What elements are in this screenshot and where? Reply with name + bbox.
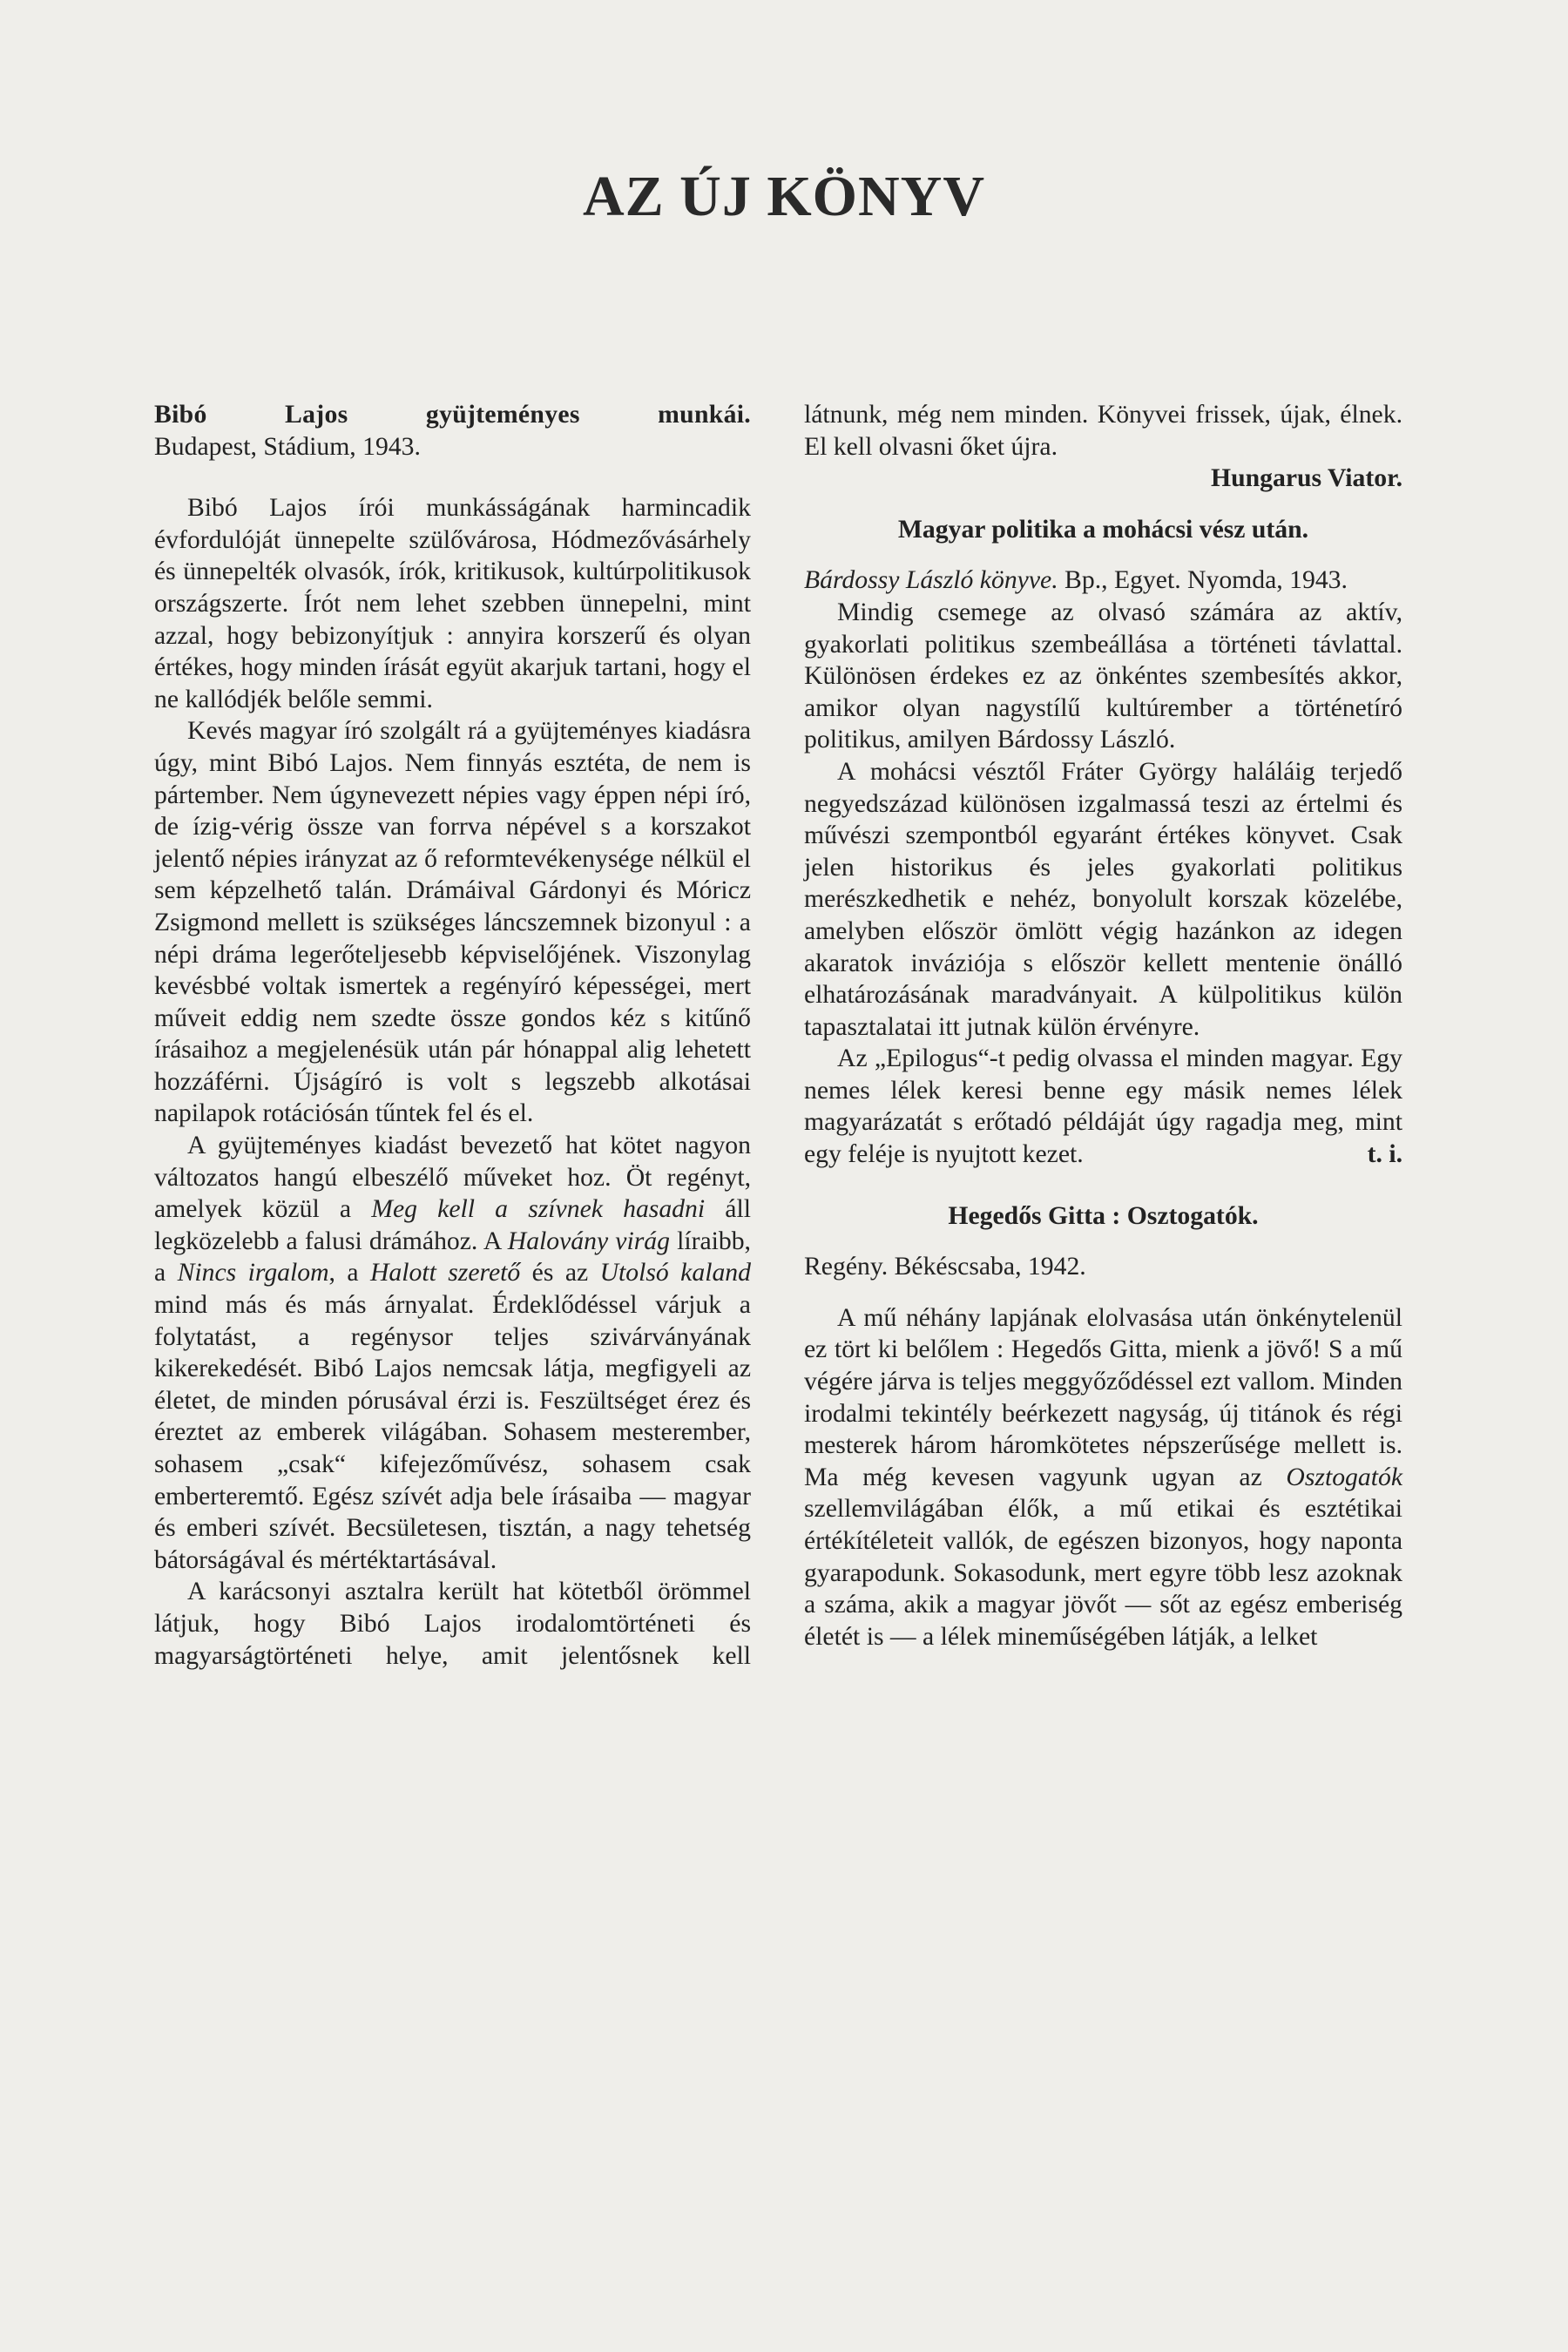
review2-publication: Bp., Egyet. Nyomda, 1943. <box>1058 566 1348 595</box>
text-run: szellemvilágában élők, a mű etikai és esztétikai értékítéleteit vallók, de egészen bizonyos, hogy naponta gyarapodunk. Sokasodunk, mert egyre több lesz azoknak a száma, akik a magyar jövőt — sőt az egész emberiség életét is — a lélek mineműségében látják, a lelket <box>804 1495 1402 1651</box>
book-title-italic: Utolsó kaland <box>599 1259 751 1288</box>
book-title-italic: Halovány virág <box>507 1227 670 1255</box>
text-run: és az <box>520 1259 600 1288</box>
left-column <box>154 399 751 1672</box>
text-run: mind más és más árnyalat. Érdeklődéssel várjuk a folytatást, a regénysor teljes szivárványának kikerekedését. Bibó Lajos nemcsak látja, megfigyeli az életet, de minden pórusával érzi is. Feszültséget érez és éreztet az emberek világában. Sohasem mesterember, sohasem „csak“ kifejezőművész, sohasem csak emberteremtő. Egész szívét adja bele írásaiba — magyar és emberi szívét. Becsületesen, tisztán, a nagy tehetség bátorságával és mértéktartásával. <box>154 1291 751 1574</box>
review1-signature: Hungarus Viator. <box>1211 464 1402 493</box>
review2-signature: t. i. <box>1367 1140 1402 1169</box>
review2-byline <box>804 564 1402 597</box>
book-title-italic: Halott szerető <box>369 1259 521 1288</box>
review3-title: Hegedős Gitta : Osztogatók. <box>948 1201 1259 1230</box>
book-title-italic: Osztogatók <box>1286 1463 1402 1491</box>
review1-publication: Budapest, Stádium, 1943. <box>154 432 421 461</box>
text-run: A mű néhány lapjának elolvasása után önkénytelenül ez tört ki belőlem : Hegedős Gitta, mienk a jövő! S a mű végére járva is teljes meggyőződéssel ezt vallom. Minden irodalmi tekintély beérkezett nagyság, új titánok és régi mesterek három háromkötetes népszerűsége mellett is. Ma még kevesen vagyunk ugyan az <box>804 1303 1402 1491</box>
review1-author: Bibó Lajos gyüjteményes munkái. <box>154 401 751 429</box>
review3-paragraph-1 <box>804 1302 1402 1653</box>
review1-paragraph-2: Kevés magyar író szolgált rá a gyüjteményes kiadásra úgy, mint Bibó Lajos. Nem finnyás esztéta, de nem is pártember. Nem úgynevezett népies vagy éppen népi író, de ízig-vérig össze van forrva népével s a korszakot jelentő népies irányzat az ő reformtevékenysége nélkül el sem képzelhető talán. Drámáival Gárdonyi és Móricz Zsigmond mellett is szükséges láncszemnek bizonyul : a népi dráma legerőteljesebb képviselőjének. Viszonylag kevésbbé voltak ismertek a regényíró képességei, mert műveit eddig nem szedte össze gondos kéz s kitűnő írásaihoz a megjelenésük után pár hónappal alig lehetett hozzáférni. Újságíró is volt s legszebb alkotásai napilapok rotációsán tűntek fel és el. <box>154 717 751 1128</box>
review3-publication: Regény. Békéscsaba, 1942. <box>804 1253 1086 1281</box>
page-title: AZ ÚJ KÖNYV <box>582 165 985 228</box>
book-title-italic: Meg kell a szívnek hasadni <box>371 1195 706 1224</box>
review2-paragraph-3 <box>804 1043 1402 1170</box>
text-run: áll legközelebb a falusi drámához. A <box>154 1195 751 1255</box>
review1-continuation: látnunk, még nem minden. Könyvei frissek, újak, élnek. El kell olvasni őket újra. <box>804 401 1402 461</box>
text-run: líraibb, a <box>154 1227 751 1288</box>
review1-paragraph-4: A karácsonyi asztalra került hat kötetből örömmel látjuk, hogy Bibó Lajos irodalomtörténeti és magyarságtörténeti helye, amit jelentősnek kell <box>154 1578 751 1670</box>
text-run: Az „Epilogus“-t pedig olvassa el minden magyar. Egy nemes lélek keresi benne egy másik nemes lélek magyarázatát s erőtadó példáját úgy ragadja meg, mint egy feléje is nyujtott kezet. <box>804 1044 1402 1169</box>
review1-heading <box>154 399 751 431</box>
text-run: A gyüjteményes kiadást bevezető hat kötet nagyon változatos hangú elbeszélő műveket hoz. Öt regényt, amelyek közül a <box>154 1132 751 1224</box>
review1-paragraph-3 <box>154 1130 751 1576</box>
text-run: , a <box>328 1259 370 1288</box>
review1-paragraph-1: Bibó Lajos írói munkásságának harmincadik évfordulóját ünnepelte szülővárosa, Hódmezővásárhely és ünnepelték olvasók, írók, kritikusok, kultúrpolitikusok országszerte. Írót nem lehet szebben ünnepelni, mint azzal, hogy bebizonyítjuk : annyira korszerű és olyan értékes, hogy minden írását együt akarjuk tartani, hogy el ne kallódjék belőle semmi. <box>154 494 751 713</box>
book-title-italic: Nincs irgalom <box>177 1259 329 1288</box>
review2-paragraph-2: A mohácsi vésztől Fráter György haláláig terjedő negyedszázad különösen izgalmassá teszi az értelmi és művészi szempontból egyaránt értékes könyvet. Csak jelen historikus és jeles gyakorlati politikus merészkedhetik e nehéz, bonyolult korszak közelébe, amelyben először ömlött végig hazánkon az idegen akaratok inváziója s először kellett mentenie önálló elhatározásának maradványait. A külpolitikus külön tapasztalatai itt jutnak külön érvényre. <box>804 757 1402 1041</box>
review2-author: Bárdossy László könyve. <box>804 566 1058 595</box>
right-column <box>804 399 1402 1652</box>
review2-title: Magyar politika a mohácsi vész után. <box>897 515 1309 544</box>
review2-paragraph-1: Mindig csemege az olvasó számára az aktív, gyakorlati politikus szembeállása a történeti távlattal. Különösen érdekes ez az önkéntes szembesítés akkor, amikor olyan nagystílű kultúrember a történetíró politikus, amilyen Bárdossy László. <box>804 598 1402 754</box>
